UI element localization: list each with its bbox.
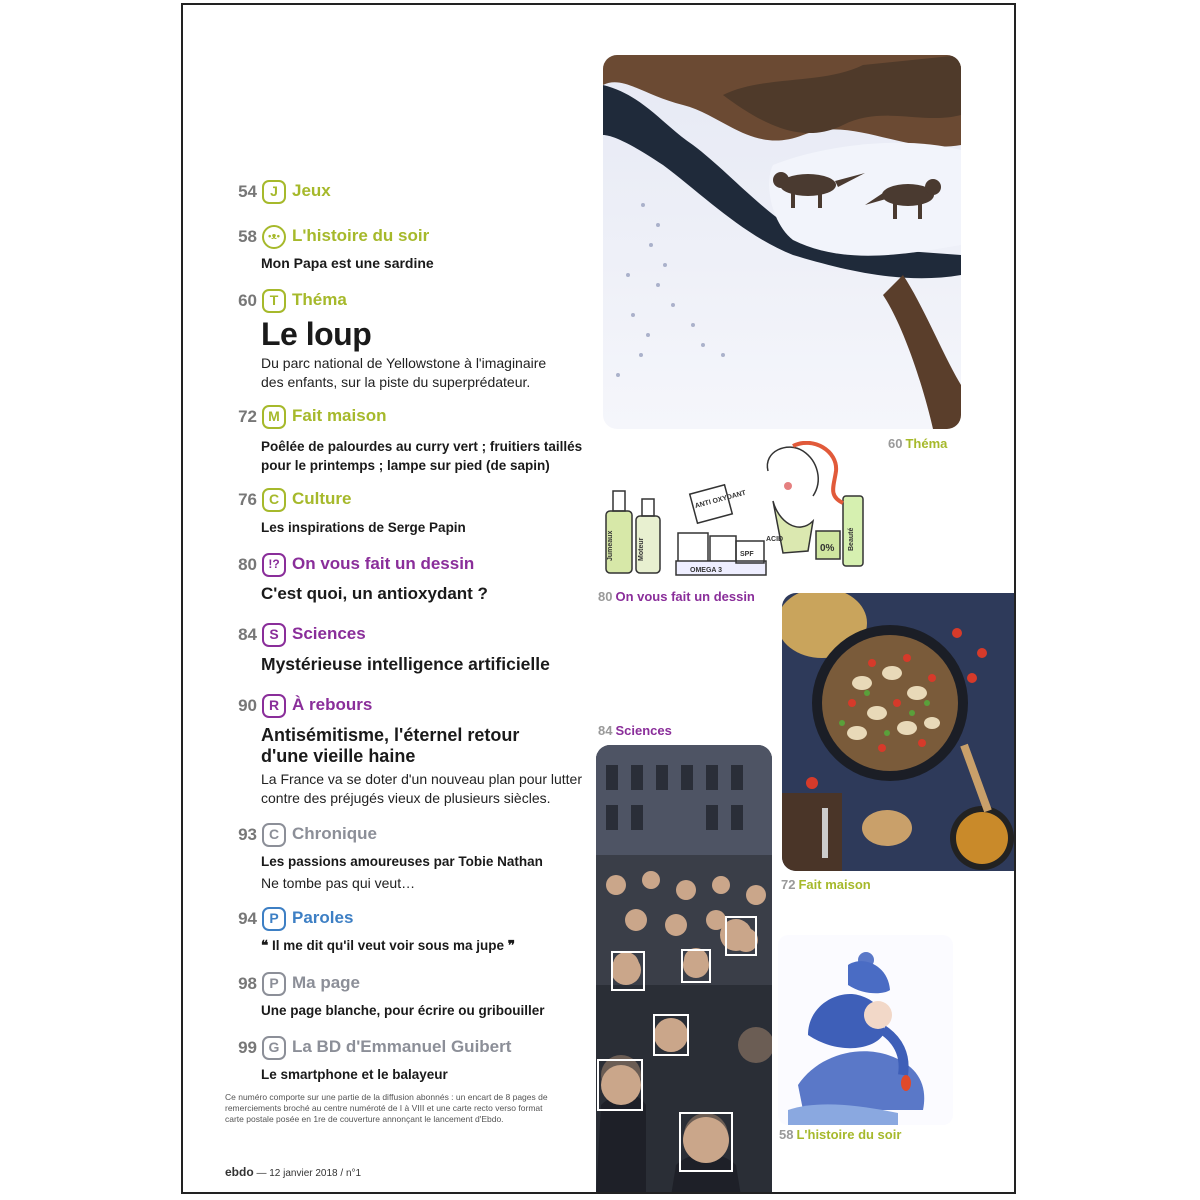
caption-number: 84 [598, 723, 613, 738]
article-title: ❝ Il me dit qu'il veut voir sous ma jupe ❞ [261, 938, 516, 953]
article-title: Une page blanche, pour écrire ou gribouiller [261, 1003, 545, 1018]
section-badge: !? [262, 553, 286, 577]
caption-number: 72 [781, 877, 796, 892]
caption-label: Sciences [615, 723, 672, 738]
bear-icon: •ᴥ• [262, 225, 286, 249]
toc-entry-bd[interactable] [183, 1036, 603, 1082]
section-badge: R [262, 694, 286, 718]
article-description [261, 770, 582, 808]
section-label: Chronique [292, 824, 377, 843]
acid-label: ACID [766, 536, 784, 543]
caption-label: On vous fait un dessin [615, 589, 755, 604]
section-badge: G [262, 1036, 286, 1060]
can-label: ANTI OXYDANT [694, 489, 747, 511]
article-title: Les passions amoureuses par Tobie Nathan [261, 854, 543, 869]
page-number: 98 [238, 974, 257, 993]
section-badge: S [262, 623, 286, 647]
clams-pan-image [782, 593, 1016, 871]
article-title [261, 437, 582, 475]
section-label: Théma [292, 290, 347, 309]
page-number: 90 [238, 696, 257, 715]
issue-date: — 12 janvier 2018 / n°1 [256, 1168, 362, 1179]
section-label: Ma page [292, 973, 361, 992]
page-number: 76 [238, 490, 257, 509]
toc-entry-mapage[interactable] [183, 972, 603, 1018]
page-number: 99 [238, 1038, 257, 1057]
bottle-label: Moteur [638, 537, 645, 561]
page-number: 84 [238, 625, 257, 644]
section-badge: P [262, 907, 286, 931]
magazine-page [181, 3, 1016, 1194]
toc-entry-jeux[interactable] [183, 180, 583, 206]
toc-entry-maison[interactable] [183, 405, 603, 473]
article-title: Le loup [261, 316, 372, 352]
bottle-label: Jumeaux [607, 530, 614, 561]
crowd-photo[interactable] [596, 745, 772, 1194]
desc-line: La France va se doter d'un nouveau plan pour lutter [261, 771, 582, 787]
caption-label: L'histoire du soir [796, 1127, 902, 1142]
caption-number: 80 [598, 589, 613, 604]
page-number: 72 [238, 407, 257, 426]
section-label: Sciences [292, 624, 366, 643]
section-badge: P [262, 972, 286, 996]
caption-maison [781, 877, 871, 892]
page-number: 54 [238, 182, 257, 201]
article-title: C'est quoi, un antioxydant ? [261, 584, 488, 603]
section-label: Paroles [292, 908, 354, 927]
toc-entry-dessin[interactable] [183, 553, 583, 603]
page-number: 58 [238, 227, 257, 246]
toc-entry-culture[interactable] [183, 488, 583, 535]
section-badge: J [262, 180, 286, 204]
bottle-label: Beauté [848, 527, 855, 551]
footnote: Ce numéro comporte sur une partie de la diffusion abonnés : un encart de 8 pages de remerciements broché au centre numéroté de I à VIII et une carte recto verso format carte postale posée en 1re de couverture annonçant le lancement d'Ebdo. [225, 1092, 548, 1124]
desc-line: Du parc national de Yellowstone à l'imaginaire [261, 355, 547, 371]
article-description: Ne tombe pas qui veut… [261, 875, 416, 891]
desc-line: contre des préjugés vieux de plusieurs siècles. [261, 790, 551, 806]
toc-entry-paroles[interactable] [183, 907, 603, 953]
page-footer [225, 1165, 361, 1179]
caption-histoire [779, 1127, 901, 1142]
caption-label: Fait maison [798, 877, 871, 892]
section-label: Jeux [292, 181, 331, 200]
section-label: L'histoire du soir [292, 226, 430, 245]
caption-sciences [598, 723, 672, 738]
spf-label: SPF [740, 551, 754, 558]
caption-dessin [598, 589, 755, 604]
caption-number: 58 [779, 1127, 794, 1142]
section-badge: C [262, 488, 286, 512]
caption-number: 60 [888, 436, 903, 451]
zero-label: 0% [820, 543, 835, 554]
antioxidant-drawing [598, 441, 868, 586]
article-title: Mystérieuse intelligence artificielle [261, 654, 550, 674]
article-title: Mon Papa est une sardine [261, 255, 434, 271]
section-label: On vous fait un dessin [292, 554, 475, 573]
section-label: Fait maison [292, 406, 387, 425]
face-recognition-image [596, 745, 772, 1194]
title-line: d'une vieille haine [261, 746, 416, 766]
toc-entry-thema[interactable] [183, 289, 583, 390]
child-drawing [778, 935, 953, 1125]
wolf-snow-image [603, 55, 961, 429]
toc-entry-histoire[interactable] [183, 225, 583, 271]
section-label: Culture [292, 489, 352, 508]
title-line: Antisémitisme, l'éternel retour [261, 725, 520, 745]
page-number: 94 [238, 909, 257, 928]
article-title: Les inspirations de Serge Papin [261, 520, 466, 535]
wolf-photo[interactable] [603, 55, 961, 429]
desc-line: des enfants, sur la piste du superprédateur. [261, 374, 531, 390]
section-badge: T [262, 289, 286, 313]
page-number: 80 [238, 555, 257, 574]
toc-entry-rebours[interactable] [183, 694, 603, 806]
child-illustration[interactable] [778, 935, 953, 1125]
toc-entry-sciences[interactable] [183, 623, 603, 674]
toc-entry-chronique[interactable] [183, 823, 603, 891]
page-number: 93 [238, 825, 257, 844]
box-label: OMEGA 3 [690, 567, 723, 574]
caption-label: Théma [905, 436, 948, 451]
section-label: À rebours [292, 695, 373, 714]
caption-thema [888, 436, 947, 451]
section-badge: C [262, 823, 286, 847]
article-title [261, 725, 519, 767]
cooking-photo[interactable] [782, 593, 1016, 871]
article-title: Le smartphone et le balayeur [261, 1067, 448, 1082]
brand-logo: ebdo [225, 1165, 254, 1179]
section-label: La BD d'Emmanuel Guibert [292, 1037, 512, 1056]
title-line: pour le printemps ; lampe sur pied (de sapin) [261, 458, 550, 473]
antioxidant-illustration[interactable] [598, 441, 868, 586]
article-description [261, 354, 546, 392]
page-number: 60 [238, 291, 257, 310]
title-line: Poêlée de palourdes au curry vert ; fruitiers taillés [261, 439, 583, 454]
section-badge: M [262, 405, 286, 429]
